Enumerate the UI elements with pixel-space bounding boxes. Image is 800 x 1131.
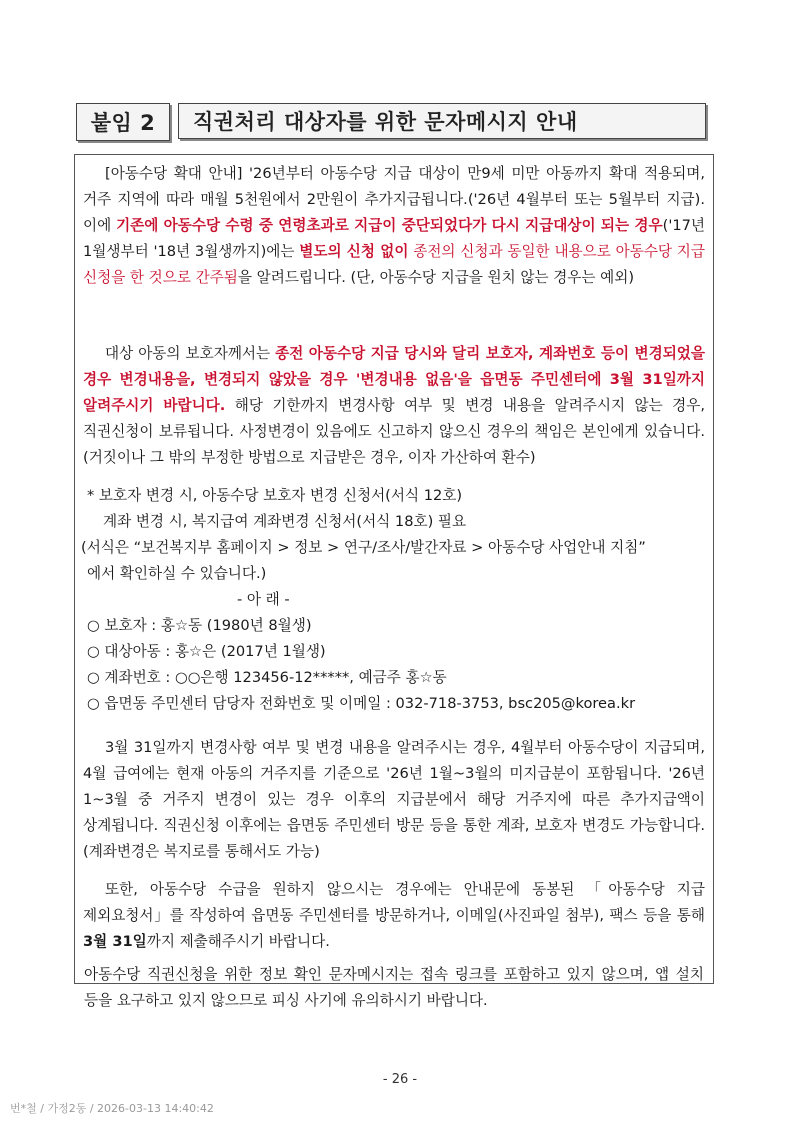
paragraph-opt-out	[83, 877, 705, 955]
form-guardian-change: * 보호자 변경 시, 아동수당 보호자 변경 신청서(서식 12호)	[87, 487, 463, 504]
highlight-report-deadline: 종전 아동수당 지급 당시와 달리 보호자, 계좌번호 등이 변경되었을 경우 변경내용을, 변경되지 않았을 경우 '변경내용 없음'을 읍면동 주민센터에 3월 31일까지 알려주시기 바랍니다.	[83, 345, 706, 414]
paragraph-payment-schedule: 3월 31일까지 변경사항 여부 및 변경 내용을 알려주시는 경우, 4월부터 아동수당이 지급되며, 4월 급여에는 현재 아동의 거주지를 기준으로 '26년 1월~3월의 미지급분이 포함됩니다. '26년 1~3월 중 거주지 변경이 있는 경우 이후의 지급분에서 해당 거주지에 따른 추가지급액이 상계됩니다. 직권신청 이후에는 읍면동 주민센터 방문 등을 통한 계좌, 보호자 변경도 가능합니다. (계좌변경은 복지로를 통해서도 가능)	[83, 739, 705, 860]
detail-account: ○ 계좌번호 : ○○은행 123456-12*****, 예금주 홍☆동	[87, 669, 447, 686]
print-stamp: 번*철 / 가정2동 / 2026-03-13 14:40:42	[10, 1102, 214, 1115]
details-heading: - 아 래 -	[237, 591, 290, 608]
forms-info	[81, 483, 705, 587]
text: 까지 제출해주시기 바랍니다.	[146, 933, 330, 950]
details-section	[87, 587, 705, 717]
text: ('17년 1월생부터 '18년 3월생까지)에는	[83, 217, 705, 260]
paragraph-guardian-notice	[83, 341, 705, 471]
page-title: 직권처리 대상자를 위한 문자메시지 안내	[178, 103, 706, 139]
detail-contact: ○ 읍면동 주민센터 담당자 전화번호 및 이메일 : 032-718-3753, bsc205@korea.kr	[87, 695, 636, 712]
text: 해당 기한까지 변경사항 여부 및 변경 내용을 알려주시지 않는 경우, 직권신청이 보류됩니다. 사정변경이 있음에도 신고하지 않으신 경우의 책임은 본인에게 있습니다. (거짓이나 그 밖의 부정한 방법으로 지급받은 경우, 이자 가산하여 환수)	[83, 397, 705, 466]
detail-child: ○ 대상아동 : 홍☆은 (2017년 1월생)	[87, 643, 326, 660]
form-location-info: (서식은 “보건복지부 홈페이지 > 정보 > 연구/조사/발간자료 > 아동수당 사업안내 지침”	[81, 539, 646, 556]
deadline-date: 3월 31일	[83, 933, 147, 950]
highlight-eligible-case: 기존에 아동수당 수령 중 연령초과로 지급이 중단되었다가 다시 지급대상이 되는 경우	[116, 217, 663, 234]
highlight-deemed-applied: 종전의 신청과 동일한 내용으로 아동수당 지급 신청을 한 것으로 간주됨	[83, 243, 705, 286]
highlight-no-application: 별도의 신청 없이	[299, 243, 409, 260]
notice-box	[74, 154, 714, 984]
paragraph-expansion-notice	[83, 161, 705, 291]
form-account-change: 계좌 변경 시, 복지급여 계좌변경 신청서(서식 18호) 필요	[103, 513, 467, 530]
document-header	[76, 103, 706, 143]
text: 또한, 아동수당 수급을 원하지 않으시는 경우에는 안내문에 동봉된 「아동수당 지급 제외요청서」를 작성하여 읍면동 주민센터를 방문하거나, 이메일(사진파일 첨부), 팩스 등을 통해	[83, 881, 705, 924]
text: 을 알려드립니다. (단, 아동수당 지급을 원치 않는 경우는 예외)	[237, 269, 635, 286]
text: 대상 아동의 보호자께서는	[105, 345, 276, 362]
paragraph-phishing-warning: 아동수당 직권신청을 위한 정보 확인 문자메시지는 접속 링크를 포함하고 있지 않으며, 앱 설치 등을 요구하고 있지 않으므로 피싱 사기에 유의하시기 바랍니다.	[84, 966, 704, 1009]
attachment-tag: 붙임 2	[76, 103, 170, 141]
detail-guardian: ○ 보호자 : 홍☆동 (1980년 8월생)	[87, 617, 312, 634]
text: [아동수당 확대 안내] '26년부터 아동수당 지급 대상이 만9세 미만 아동까지 확대 적용되며, 거주 지역에 따라 매월 5천원에서 2만원이 추가지급됩니다.('26년 4월부터 또는 5월부터 지급). 이에	[83, 165, 705, 234]
page-number: - 26 -	[382, 1072, 418, 1087]
form-location-info-cont: 에서 확인하실 수 있습니다.)	[87, 565, 267, 582]
